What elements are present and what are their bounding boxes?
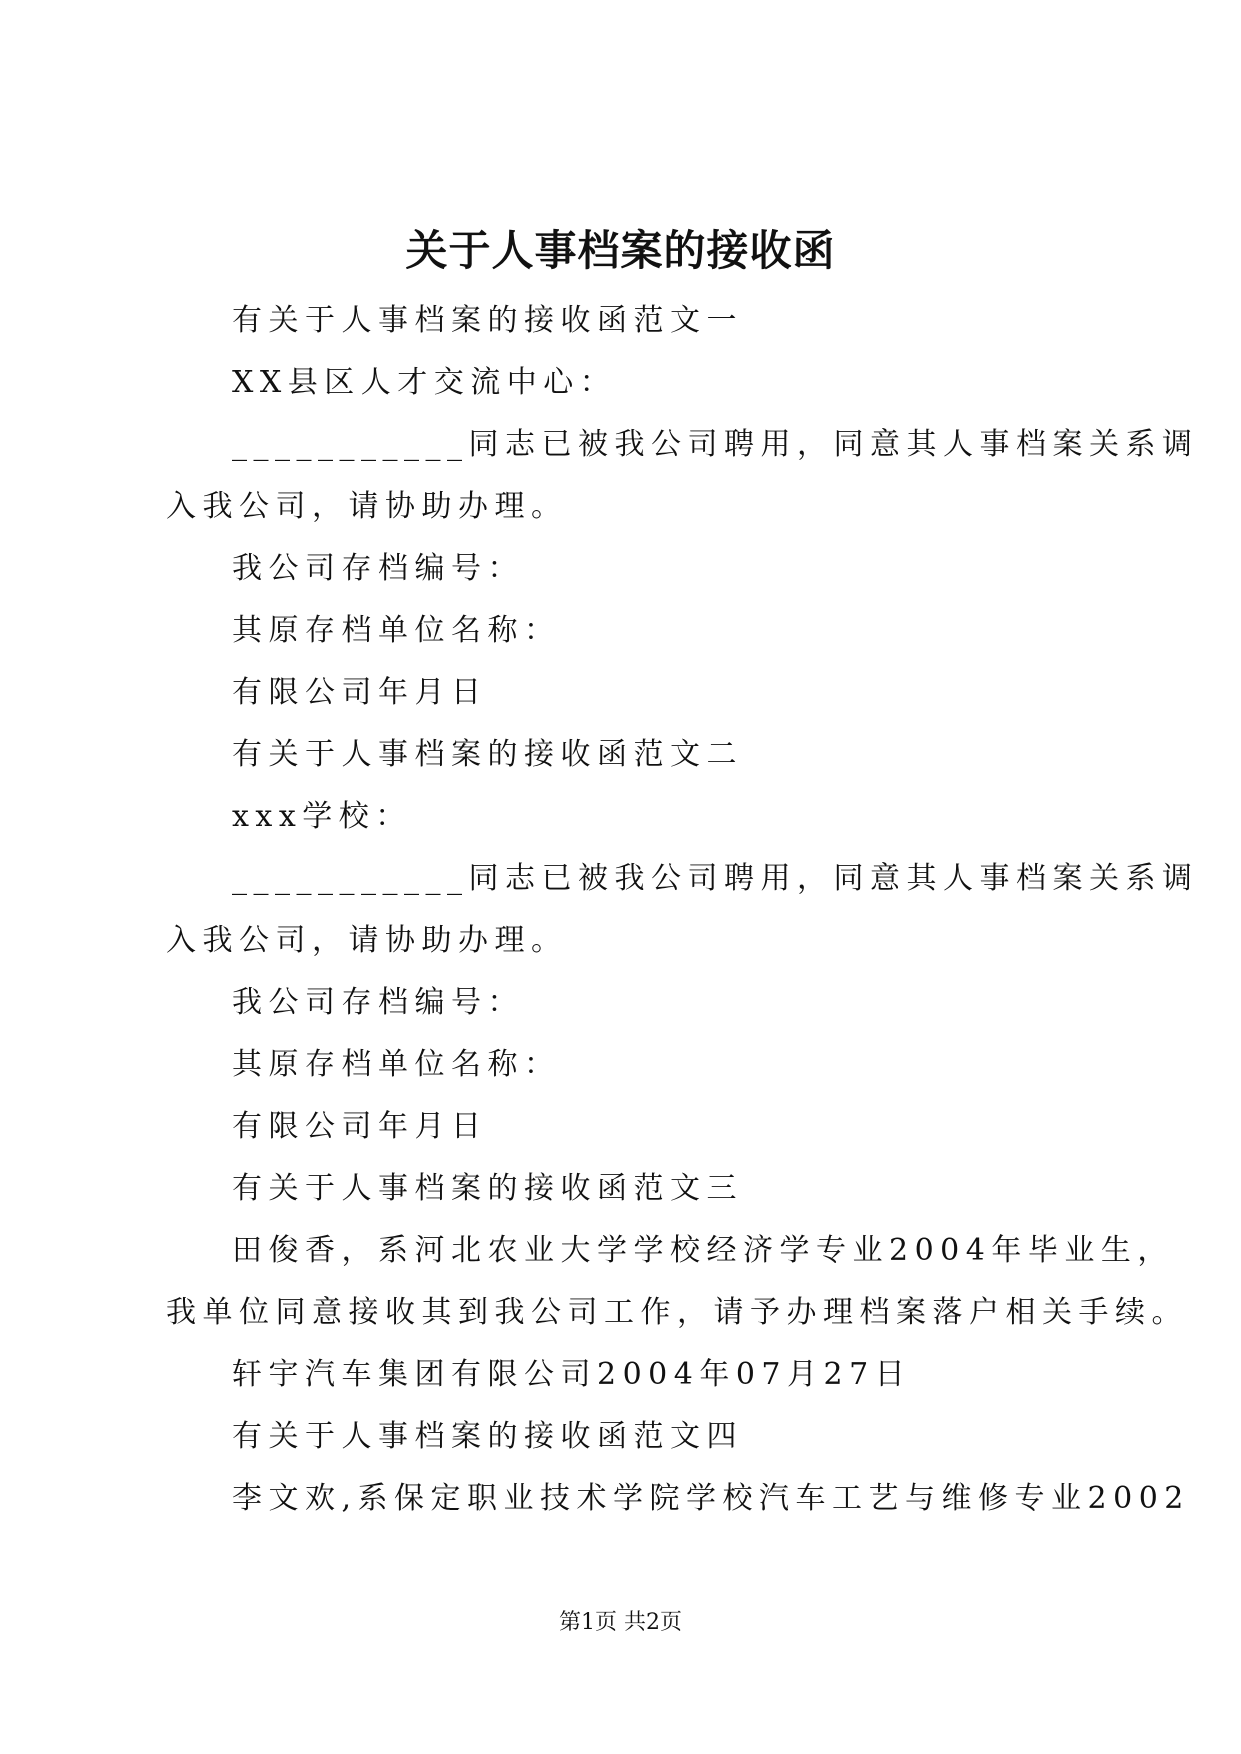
paragraph-line: 入我公司，请协助办理。 <box>166 489 568 524</box>
paragraph-line: 有限公司年月日 <box>232 675 488 710</box>
paragraph-line: XX县区人才交流中心： <box>232 365 617 400</box>
document-title: 关于人事档案的接收函 <box>405 226 836 275</box>
document-body <box>166 290 1199 1530</box>
paragraph-heading: 有关于人事档案的接收函范文四 <box>232 1419 743 1454</box>
paragraph-line: 我单位同意接收其到我公司工作，请予办理档案落户相关手续。 <box>166 1295 1188 1330</box>
paragraph-heading: 有关于人事档案的接收函范文二 <box>232 737 743 772</box>
paragraph-line: ___________同志已被我公司聘用，同意其人事档案关系调 <box>232 861 1199 896</box>
paragraph-line: xxx学校： <box>232 799 412 834</box>
paragraph-line: 其原存档单位名称： <box>232 613 561 648</box>
paragraph-line: 其原存档单位名称： <box>232 1047 561 1082</box>
paragraph-heading: 有关于人事档案的接收函范文三 <box>232 1171 743 1206</box>
page-footer: 第1页 共2页 <box>559 1610 682 1635</box>
paragraph-line: ___________同志已被我公司聘用，同意其人事档案关系调 <box>232 427 1199 462</box>
paragraph-line: 我公司存档编号： <box>232 985 524 1020</box>
paragraph-line: 有限公司年月日 <box>232 1109 488 1144</box>
paragraph-line: 入我公司，请协助办理。 <box>166 923 568 958</box>
paragraph-line: 田俊香，系河北农业大学学校经济学专业2004年毕业生， <box>232 1233 1174 1268</box>
paragraph-line: 轩宇汽车集团有限公司2004年07月27日 <box>232 1357 912 1392</box>
paragraph-line: 李文欢,系保定职业技术学院学校汽车工艺与维修专业2002 <box>232 1481 1190 1516</box>
paragraph-heading: 有关于人事档案的接收函范文一 <box>232 303 743 338</box>
paragraph-line: 我公司存档编号： <box>232 551 524 586</box>
